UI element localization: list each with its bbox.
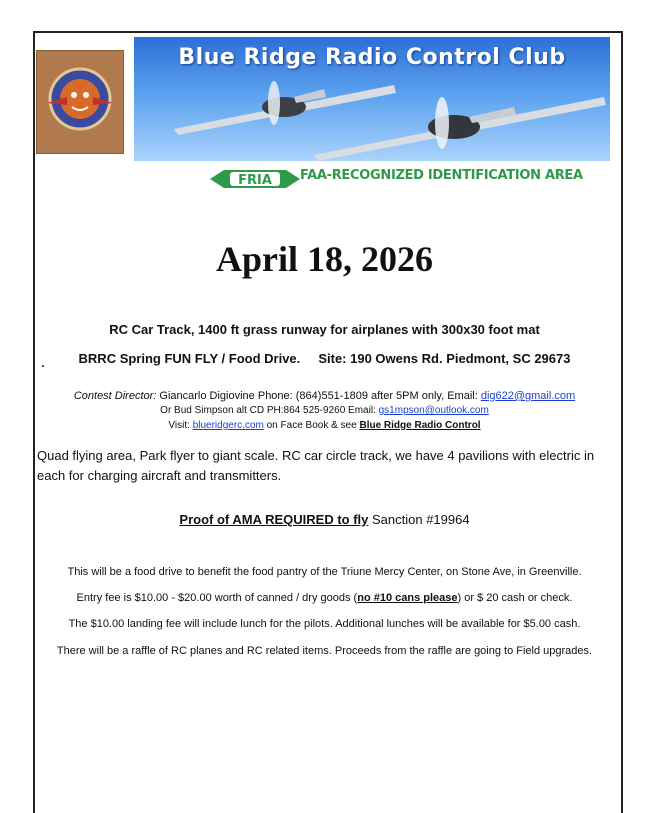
- entry-fee-c: ) or $ 20 cash or check.: [457, 592, 573, 604]
- landing-fee-paragraph: The $10.00 landing fee will include lunch for the pilots. Additional lunches will be available for $5.00 cash.: [68, 618, 581, 630]
- event-date: April 18, 2026: [215, 239, 433, 279]
- fria-badge-text: FRIA: [238, 173, 272, 188]
- event-facilities: RC Car Track, 1400 ft grass runway for airplanes with 300x30 foot mat: [109, 322, 540, 337]
- banner-title: Blue Ridge Radio Control Club: [178, 45, 566, 70]
- visit-line: [0, 420, 649, 431]
- fria-title: FAA-RECOGNIZED IDENTIFICATION AREA: [300, 168, 583, 183]
- airplanes-illustration: [134, 37, 610, 161]
- header-banner: [134, 37, 610, 161]
- raffle-paragraph: There will be a raffle of RC planes and RC related items. Proceeds from the raffle are going to Field upgrades.: [56, 645, 593, 657]
- alt-email-link[interactable]: gs1mpson@outlook.com: [378, 405, 489, 416]
- visit-label: Visit:: [168, 420, 193, 431]
- alt-text: Or Bud Simpson alt CD PH:864 525-9260 Email:: [160, 405, 379, 416]
- entry-fee-note: no #10 cans please: [357, 592, 458, 604]
- website-link[interactable]: blueridgerc.com: [192, 420, 264, 431]
- entry-fee-paragraph: [0, 592, 649, 604]
- ama-required-text: Proof of AMA REQUIRED to fly: [179, 512, 369, 527]
- director-label: Contest Director:: [73, 390, 157, 402]
- director-text: Giancarlo Digiovine Phone: (864)551-1809 after 5PM only, Email:: [156, 390, 481, 402]
- visit-middle: on Face Book & see: [263, 420, 360, 431]
- event-site: BRRC Spring FUN FLY / Food Drive. Site: 190 Owens Rd. Piedmont, SC 29673: [78, 351, 571, 366]
- alt-director-line: [0, 405, 649, 416]
- sanction-number: Sanction #19964: [368, 512, 470, 527]
- ama-requirement: [0, 512, 649, 527]
- entry-fee-a: Entry fee is $10.00 - $20.00 worth of canned / dry goods (: [76, 592, 358, 604]
- contest-director-line: [0, 390, 649, 402]
- facebook-page-name: Blue Ridge Radio Control: [359, 420, 481, 431]
- scan-speck: [42, 365, 44, 367]
- venue-description: Quad flying area, Park flyer to giant scale. RC car circle track, we have 4 pavilions with electric in each for charging aircraft and transmitters.: [37, 448, 595, 483]
- food-drive-paragraph: This will be a food drive to benefit the food pantry of the Triune Mercy Center, on Stone Ave, in Greenville.: [67, 566, 582, 578]
- director-email-link[interactable]: dig622@gmail.com: [480, 390, 576, 402]
- club-logo: [36, 50, 124, 154]
